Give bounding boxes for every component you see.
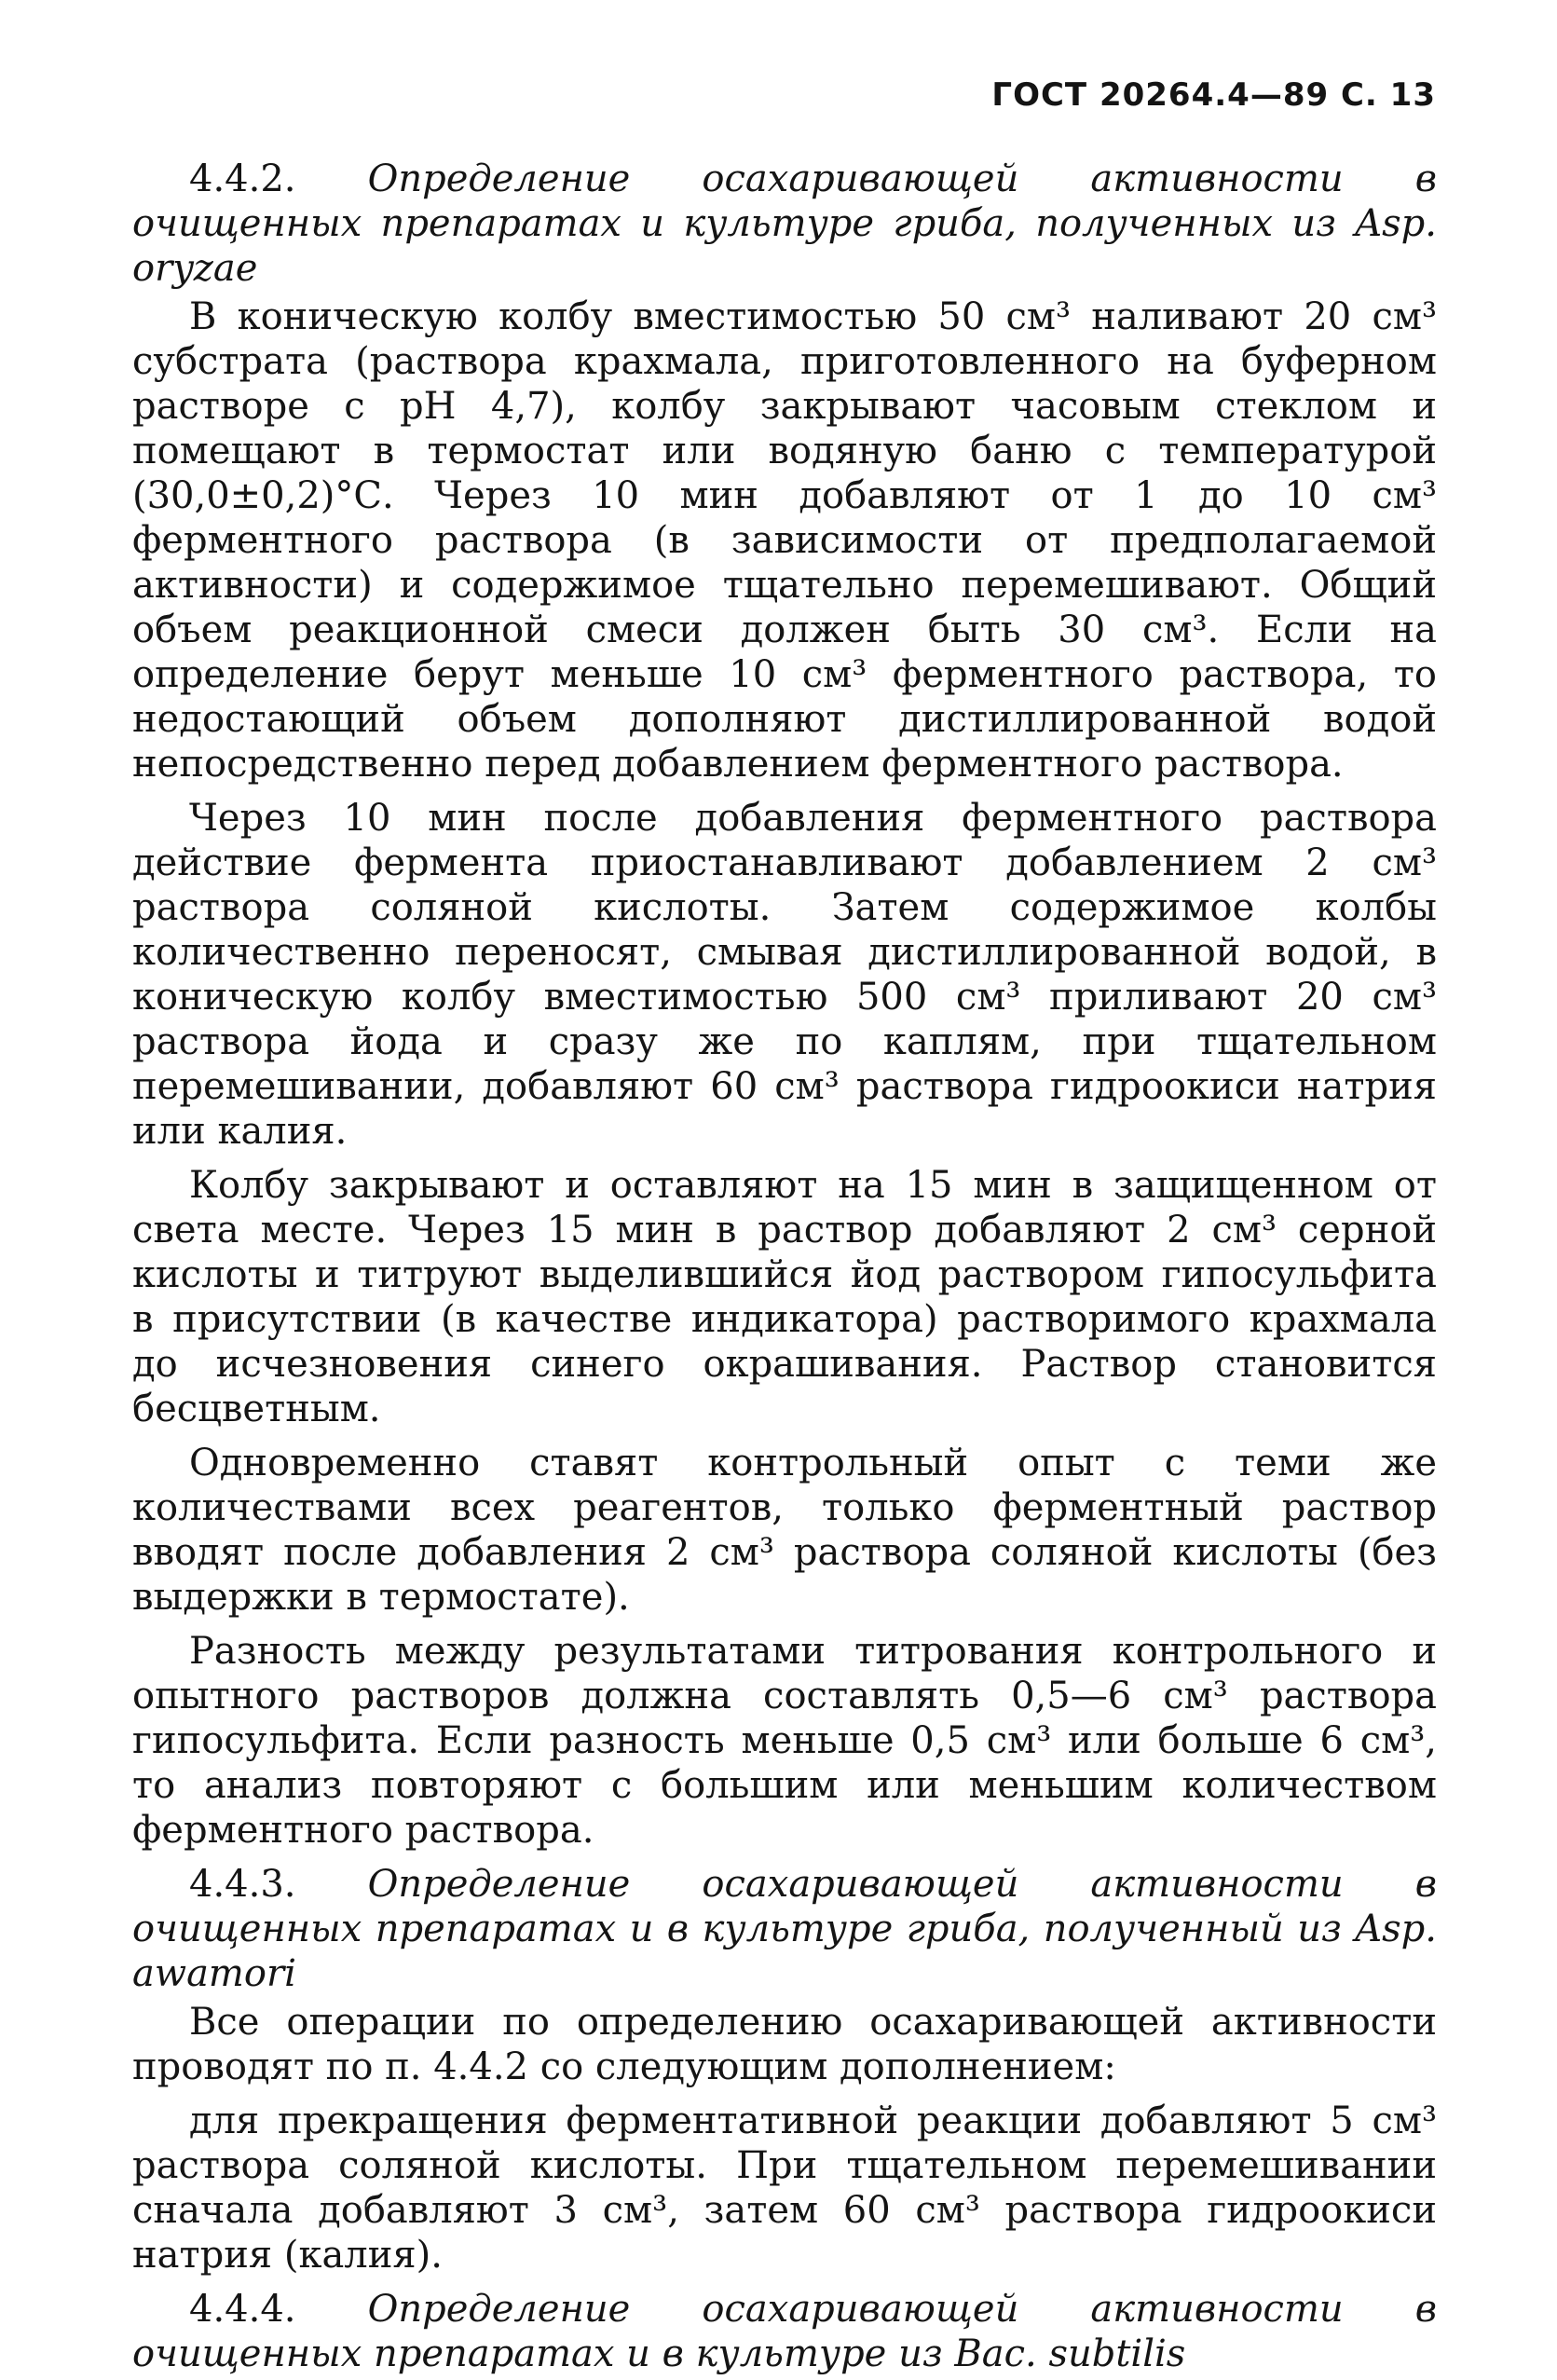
document-body [132, 157, 1437, 2380]
section-heading-4-4-2 [132, 157, 1437, 291]
section-title: Определение осахаривающей активности в очищенных препаратах и в культуре гриба, полученный из Asp. awamori [132, 1863, 1437, 1995]
section-title: Определение осахаривающей активности в очищенных препаратах и в культуре из Bac. subtilis [132, 2288, 1437, 2375]
section-heading-4-4-3 [132, 1862, 1437, 1996]
paragraph: В коническую колбу вместимостью 50 см³ наливают 20 см³ субстрата (раствора крахмала, приготовленного на буферном растворе с рН 4,7), колбу закрывают часовым стеклом и помещают в термостат или водяную баню с температурой (30,0±0,2)°С. Через 10 мин добавляют от 1 до 10 см³ ферментного раствора (в зависимости от предполагаемой активности) и содержимое тщательно перемешивают. Общий объем реакционной смеси должен быть 30 см³. Если на определение берут меньше 10 см³ ферментного раствора, то недостающий объем дополняют дистиллированной водой непосредственно перед добавлением ферментного раствора. [132, 295, 1437, 786]
section-number: 4.4.4. [189, 2288, 296, 2331]
section-heading-4-4-4 [132, 2287, 1437, 2376]
running-header: ГОСТ 20264.4—89 С. 13 [991, 76, 1436, 114]
section-number: 4.4.2. [189, 157, 296, 200]
paragraph: Колбу закрывают и оставляют на 15 мин в защищенном от света месте. Через 15 мин в раствор добавляют 2 см³ серной кислоты и титруют выделившийся йод раствором гипосульфита в присутствии (в качестве индикатора) растворимого крахмала до исчезновения синего окрашивания. Раствор становится бесцветным. [132, 1164, 1437, 1430]
paragraph: для прекращения ферментативной реакции добавляют 5 см³ раствора соляной кислоты. При тщательном перемешивании сначала добавляют 3 см³, затем 60 см³ раствора гидроокиси натрия (калия). [132, 2100, 1437, 2277]
paragraph: Все операции по определению осахаривающей активности проводят по п. 4.4.2 со следующим дополнением: [132, 2001, 1437, 2088]
section-title: Определение осахаривающей активности в очищенных препаратах и культуре гриба, полученных из Asp. oryzae [132, 157, 1437, 290]
paragraph: Через 10 мин после добавления ферментного раствора действие фермента приостанавливают добавлением 2 см³ раствора соляной кислоты. Затем содержимое колбы количественно переносят, смывая дистиллированной водой, в коническую колбу вместимостью 500 см³ приливают 20 см³ раствора йода и сразу же по каплям, при тщательном перемешивании, добавляют 60 см³ раствора гидроокиси натрия или калия. [132, 797, 1437, 1153]
section-number: 4.4.3. [189, 1863, 296, 1906]
paragraph: Разность между результатами титрования контрольного и опытного растворов должна составлять 0,5—6 см³ раствора гипосульфита. Если разность меньше 0,5 см³ или больше 6 см³, то анализ повторяют с большим или меньшим количеством ферментного раствора. [132, 1630, 1437, 1852]
paragraph: Одновременно ставят контрольный опыт с теми же количествами всех реагентов, только ферментный раствор вводят после добавления 2 см³ раствора соляной кислоты (без выдержки в термостате). [132, 1442, 1437, 1619]
